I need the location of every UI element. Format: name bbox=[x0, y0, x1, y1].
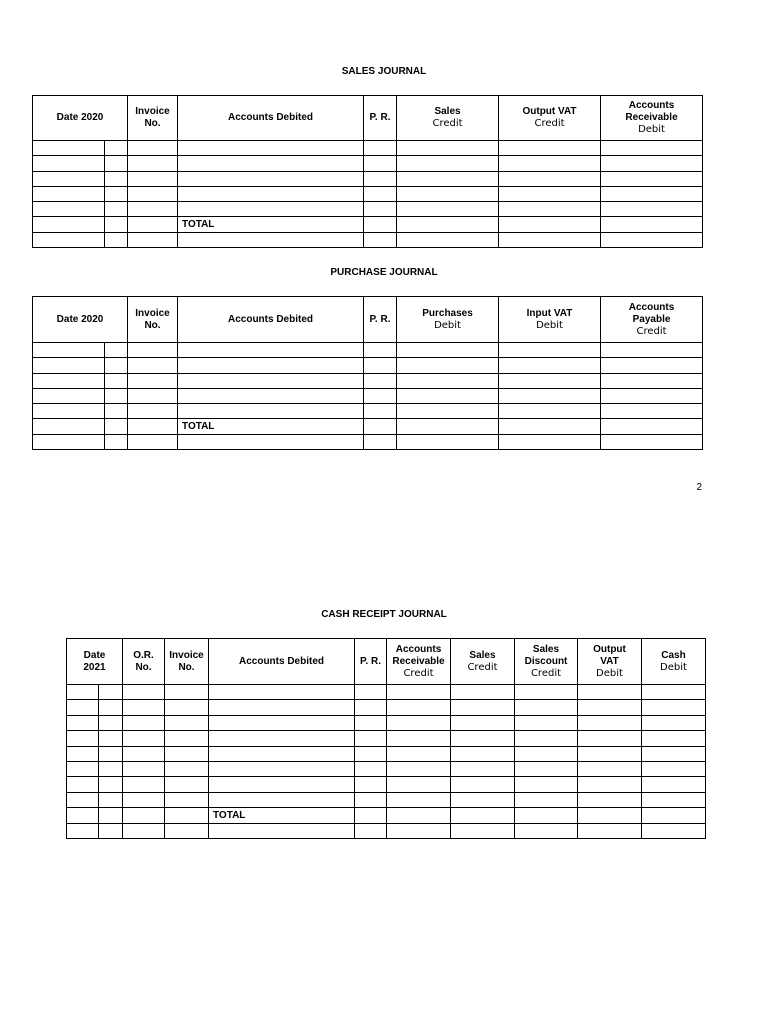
cash-table-cell[interactable] bbox=[123, 746, 165, 761]
cash-accounts-debited-header: Accounts Debited bbox=[209, 639, 355, 685]
cash-table-cell[interactable] bbox=[165, 731, 209, 746]
sales-table-cell[interactable] bbox=[601, 217, 703, 232]
cash-table-cell[interactable] bbox=[99, 700, 123, 715]
purchase-table-cell[interactable] bbox=[178, 358, 364, 373]
purchase-table-cell[interactable] bbox=[128, 419, 178, 434]
cash-table-cell[interactable] bbox=[355, 808, 387, 823]
purchase-table-cell[interactable] bbox=[601, 373, 703, 388]
purchase-table-cell[interactable] bbox=[105, 419, 128, 434]
sales-table-cell[interactable] bbox=[128, 202, 178, 217]
sales-table-cell[interactable] bbox=[499, 141, 601, 156]
cash-table-cell[interactable] bbox=[165, 823, 209, 838]
cash-table-cell[interactable] bbox=[209, 746, 355, 761]
purchase-table-cell[interactable] bbox=[499, 434, 601, 449]
purchase-table-cell[interactable] bbox=[397, 373, 499, 388]
cash-table-cell[interactable] bbox=[165, 685, 209, 700]
cash-output-vat-header: Output VAT Debit bbox=[578, 639, 642, 685]
purchase-table-cell[interactable] bbox=[601, 404, 703, 419]
cash-table-cell[interactable] bbox=[355, 685, 387, 700]
sales-table-cell[interactable] bbox=[105, 217, 128, 232]
purchase-table-cell[interactable] bbox=[364, 343, 397, 358]
cash-table-cell[interactable] bbox=[387, 731, 451, 746]
cash-sales-discount-header: Sales Discount Credit bbox=[515, 639, 578, 685]
cash-table-cell[interactable] bbox=[99, 792, 123, 807]
cash-table-cell[interactable] bbox=[355, 731, 387, 746]
cash-table-cell[interactable] bbox=[387, 700, 451, 715]
purchase-table-cell[interactable] bbox=[499, 358, 601, 373]
cash-table-cell[interactable] bbox=[515, 777, 578, 792]
cash-table-cell[interactable] bbox=[387, 746, 451, 761]
cash-table-cell[interactable] bbox=[123, 715, 165, 730]
cash-table-cell[interactable] bbox=[165, 715, 209, 730]
sales-table-row bbox=[33, 186, 703, 201]
sales-accounts-receivable-header: Accounts Receivable Debit bbox=[601, 96, 703, 141]
cash-table-cell[interactable] bbox=[387, 761, 451, 776]
cash-table-cell[interactable] bbox=[209, 792, 355, 807]
cash-table-cell[interactable] bbox=[451, 746, 515, 761]
cash-table-cell[interactable] bbox=[451, 685, 515, 700]
cash-table-cell[interactable] bbox=[451, 808, 515, 823]
sales-table-cell[interactable] bbox=[397, 217, 499, 232]
purchase-table-cell[interactable] bbox=[105, 404, 128, 419]
cash-table-cell[interactable] bbox=[515, 823, 578, 838]
cash-table-row bbox=[67, 761, 706, 776]
sales-table-cell[interactable] bbox=[105, 202, 128, 217]
sales-table-cell[interactable] bbox=[178, 141, 364, 156]
cash-table-cell[interactable] bbox=[642, 761, 706, 776]
purchase-table-cell[interactable] bbox=[364, 373, 397, 388]
sales-table-cell[interactable] bbox=[364, 217, 397, 232]
purchase-table-cell[interactable] bbox=[105, 343, 128, 358]
sales-table-cell[interactable] bbox=[178, 232, 364, 247]
cash-table-cell[interactable] bbox=[165, 792, 209, 807]
cash-table-cell[interactable] bbox=[515, 685, 578, 700]
sales-table-cell[interactable] bbox=[397, 202, 499, 217]
cash-table-row bbox=[67, 823, 706, 838]
cash-table-cell[interactable] bbox=[209, 823, 355, 838]
sales-table-cell[interactable] bbox=[33, 202, 105, 217]
sales-table-cell[interactable] bbox=[364, 202, 397, 217]
purchase-table-cell[interactable] bbox=[364, 419, 397, 434]
cash-table-row bbox=[67, 685, 706, 700]
cash-table-cell[interactable] bbox=[99, 761, 123, 776]
cash-table-row bbox=[67, 746, 706, 761]
purchase-table-cell[interactable] bbox=[499, 373, 601, 388]
purchase-table-cell[interactable] bbox=[397, 404, 499, 419]
cash-table-cell[interactable] bbox=[387, 777, 451, 792]
purchase-table-cell[interactable] bbox=[397, 388, 499, 403]
sales-table-cell[interactable] bbox=[499, 171, 601, 186]
cash-table-cell[interactable] bbox=[355, 761, 387, 776]
purchase-table-row bbox=[33, 373, 703, 388]
purchase-table-cell[interactable] bbox=[178, 373, 364, 388]
cash-table-cell[interactable] bbox=[355, 823, 387, 838]
purchase-table-cell[interactable] bbox=[178, 404, 364, 419]
cash-table-cell[interactable] bbox=[355, 715, 387, 730]
purchase-table-cell[interactable] bbox=[128, 358, 178, 373]
sales-table-cell[interactable] bbox=[105, 186, 128, 201]
purchase-table-cell[interactable] bbox=[33, 434, 105, 449]
purchase-table-cell[interactable] bbox=[178, 434, 364, 449]
cash-table-cell[interactable] bbox=[99, 823, 123, 838]
purchase-pr-header: P. R. bbox=[364, 297, 397, 343]
purchase-journal-table bbox=[32, 296, 703, 450]
sales-sales-credit-header: Sales Credit bbox=[397, 96, 499, 141]
sales-table-cell[interactable] bbox=[178, 156, 364, 171]
sales-accounts-debited-header: Accounts Debited bbox=[178, 96, 364, 141]
cash-table-cell[interactable] bbox=[387, 715, 451, 730]
cash-table-row bbox=[67, 715, 706, 730]
sales-table-cell[interactable] bbox=[128, 171, 178, 186]
cash-table-cell[interactable] bbox=[165, 700, 209, 715]
cash-table-cell[interactable] bbox=[123, 700, 165, 715]
sales-table-cell[interactable] bbox=[128, 186, 178, 201]
sales-table-cell[interactable] bbox=[364, 156, 397, 171]
cash-table-cell[interactable] bbox=[165, 746, 209, 761]
sales-table-cell[interactable] bbox=[364, 186, 397, 201]
sales-output-vat-header: Output VAT Credit bbox=[499, 96, 601, 141]
sales-table-cell[interactable] bbox=[601, 186, 703, 201]
cash-table-cell[interactable] bbox=[123, 731, 165, 746]
sales-table-cell[interactable] bbox=[397, 156, 499, 171]
sales-table-cell[interactable] bbox=[499, 202, 601, 217]
sales-table-cell[interactable] bbox=[105, 232, 128, 247]
cash-table-cell[interactable] bbox=[515, 715, 578, 730]
cash-table-cell[interactable] bbox=[67, 731, 99, 746]
purchase-table-cell[interactable] bbox=[33, 358, 105, 373]
cash-table-row bbox=[67, 700, 706, 715]
cash-table-cell[interactable] bbox=[642, 715, 706, 730]
cash-cash-debit-header: Cash Debit bbox=[642, 639, 706, 685]
purchase-table-cell[interactable] bbox=[601, 358, 703, 373]
sales-table-cell[interactable] bbox=[128, 232, 178, 247]
purchase-table-cell[interactable] bbox=[105, 358, 128, 373]
cash-table-cell[interactable] bbox=[515, 700, 578, 715]
cash-table-cell[interactable] bbox=[451, 761, 515, 776]
cash-table-cell[interactable] bbox=[67, 700, 99, 715]
purchase-table-cell[interactable] bbox=[499, 343, 601, 358]
purchase-table-cell[interactable] bbox=[105, 434, 128, 449]
cash-table-cell[interactable] bbox=[578, 746, 642, 761]
purchase-table-cell[interactable] bbox=[397, 343, 499, 358]
purchase-table-cell[interactable] bbox=[397, 358, 499, 373]
cash-table-cell[interactable] bbox=[642, 808, 706, 823]
cash-table-cell[interactable] bbox=[578, 823, 642, 838]
purchase-table-cell[interactable] bbox=[601, 419, 703, 434]
cash-table-row bbox=[67, 792, 706, 807]
sales-invoice-header: Invoice No. bbox=[128, 96, 178, 141]
purchase-table-cell[interactable] bbox=[499, 419, 601, 434]
cash-table-cell[interactable] bbox=[165, 808, 209, 823]
cash-table-cell[interactable] bbox=[123, 777, 165, 792]
purchase-table-cell[interactable] bbox=[601, 388, 703, 403]
cash-table-cell[interactable] bbox=[578, 700, 642, 715]
cash-table-cell[interactable] bbox=[99, 808, 123, 823]
cash-header-row bbox=[67, 639, 706, 685]
sales-table-cell[interactable] bbox=[364, 232, 397, 247]
page-number: 2 bbox=[696, 482, 702, 493]
cash-table-cell[interactable] bbox=[209, 685, 355, 700]
cash-table-cell[interactable] bbox=[642, 777, 706, 792]
cash-table-cell[interactable] bbox=[123, 792, 165, 807]
cash-table-cell[interactable] bbox=[67, 777, 99, 792]
purchase-purchases-debit-header: Purchases Debit bbox=[397, 297, 499, 343]
sales-table-cell[interactable] bbox=[601, 156, 703, 171]
cash-table-cell[interactable] bbox=[387, 792, 451, 807]
sales-table-cell[interactable] bbox=[178, 186, 364, 201]
cash-table-cell[interactable] bbox=[123, 761, 165, 776]
cash-total-label: TOTAL bbox=[209, 808, 355, 823]
purchase-table-cell[interactable] bbox=[178, 388, 364, 403]
cash-table-cell[interactable] bbox=[99, 731, 123, 746]
purchase-table-cell[interactable] bbox=[33, 343, 105, 358]
purchase-table-cell[interactable] bbox=[128, 434, 178, 449]
cash-table-cell[interactable] bbox=[642, 700, 706, 715]
purchase-table-cell[interactable] bbox=[33, 388, 105, 403]
cash-table-cell[interactable] bbox=[209, 715, 355, 730]
purchase-table-cell[interactable] bbox=[105, 388, 128, 403]
sales-table-cell[interactable] bbox=[601, 171, 703, 186]
sales-table-cell[interactable] bbox=[33, 217, 105, 232]
cash-table-cell[interactable] bbox=[123, 685, 165, 700]
purchase-table-row bbox=[33, 419, 703, 434]
purchase-table-cell[interactable] bbox=[499, 388, 601, 403]
cash-table-cell[interactable] bbox=[67, 792, 99, 807]
cash-table-cell[interactable] bbox=[209, 731, 355, 746]
cash-table-cell[interactable] bbox=[209, 700, 355, 715]
cash-table-cell[interactable] bbox=[578, 777, 642, 792]
sales-table-cell[interactable] bbox=[364, 141, 397, 156]
sales-date-header: Date 2020 bbox=[33, 96, 128, 141]
cash-sales-credit-header: Sales Credit bbox=[451, 639, 515, 685]
cash-table-cell[interactable] bbox=[515, 761, 578, 776]
cash-table-cell[interactable] bbox=[165, 777, 209, 792]
cash-table-cell[interactable] bbox=[67, 715, 99, 730]
purchase-journal-title: PURCHASE JOURNAL bbox=[330, 267, 438, 278]
cash-table-cell[interactable] bbox=[642, 746, 706, 761]
purchase-table-cell[interactable] bbox=[364, 404, 397, 419]
purchase-table-row bbox=[33, 404, 703, 419]
cash-table-cell[interactable] bbox=[123, 823, 165, 838]
purchase-table-cell[interactable] bbox=[178, 343, 364, 358]
cash-table-row bbox=[67, 731, 706, 746]
purchase-table-cell[interactable] bbox=[33, 404, 105, 419]
cash-or-no-header: O.R. No. bbox=[123, 639, 165, 685]
cash-table-cell[interactable] bbox=[451, 777, 515, 792]
purchase-header-row bbox=[33, 297, 703, 343]
cash-table-cell[interactable] bbox=[578, 715, 642, 730]
cash-table-cell[interactable] bbox=[578, 685, 642, 700]
sales-table-cell[interactable] bbox=[105, 171, 128, 186]
cash-table-cell[interactable] bbox=[99, 777, 123, 792]
purchase-table-cell[interactable] bbox=[601, 343, 703, 358]
purchase-table-row bbox=[33, 434, 703, 449]
sales-table-row bbox=[33, 141, 703, 156]
purchase-invoice-header: Invoice No. bbox=[128, 297, 178, 343]
cash-table-cell[interactable] bbox=[642, 823, 706, 838]
sales-table-cell[interactable] bbox=[178, 202, 364, 217]
purchase-table-cell[interactable] bbox=[128, 373, 178, 388]
cash-table-cell[interactable] bbox=[515, 792, 578, 807]
cash-table-cell[interactable] bbox=[387, 808, 451, 823]
purchase-table-row bbox=[33, 343, 703, 358]
cash-table-cell[interactable] bbox=[515, 746, 578, 761]
cash-table-cell[interactable] bbox=[642, 685, 706, 700]
purchase-total-label: TOTAL bbox=[178, 419, 364, 434]
cash-accounts-receivable-header: Accounts Receivable Credit bbox=[387, 639, 451, 685]
sales-table-cell[interactable] bbox=[33, 141, 105, 156]
sales-table-cell[interactable] bbox=[397, 141, 499, 156]
cash-receipt-journal-title: CASH RECEIPT JOURNAL bbox=[321, 609, 447, 620]
cash-table-row bbox=[67, 777, 706, 792]
cash-table-cell[interactable] bbox=[99, 685, 123, 700]
sales-table-row bbox=[33, 217, 703, 232]
cash-table-row bbox=[67, 808, 706, 823]
cash-table-cell[interactable] bbox=[165, 761, 209, 776]
sales-table-row bbox=[33, 202, 703, 217]
cash-receipt-journal-table bbox=[66, 638, 706, 839]
cash-table-cell[interactable] bbox=[67, 823, 99, 838]
cash-table-cell[interactable] bbox=[451, 700, 515, 715]
purchase-table-row bbox=[33, 358, 703, 373]
cash-table-cell[interactable] bbox=[209, 761, 355, 776]
cash-table-cell[interactable] bbox=[99, 715, 123, 730]
sales-table-cell[interactable] bbox=[33, 171, 105, 186]
cash-table-cell[interactable] bbox=[355, 700, 387, 715]
cash-table-cell[interactable] bbox=[355, 777, 387, 792]
purchase-accounts-payable-header: Accounts Payable Credit bbox=[601, 297, 703, 343]
purchase-table-cell[interactable] bbox=[364, 388, 397, 403]
cash-table-cell[interactable] bbox=[578, 731, 642, 746]
purchase-table-cell[interactable] bbox=[33, 373, 105, 388]
cash-table-cell[interactable] bbox=[642, 731, 706, 746]
cash-table-cell[interactable] bbox=[515, 731, 578, 746]
cash-table-cell[interactable] bbox=[387, 823, 451, 838]
sales-table-cell[interactable] bbox=[601, 141, 703, 156]
purchase-table-cell[interactable] bbox=[105, 373, 128, 388]
cash-invoice-header: Invoice No. bbox=[165, 639, 209, 685]
cash-table-cell[interactable] bbox=[67, 685, 99, 700]
sales-table-cell[interactable] bbox=[499, 232, 601, 247]
cash-pr-header: P. R. bbox=[355, 639, 387, 685]
sales-table-cell[interactable] bbox=[499, 156, 601, 171]
sales-table-row bbox=[33, 232, 703, 247]
purchase-table-cell[interactable] bbox=[364, 358, 397, 373]
sales-pr-header: P. R. bbox=[364, 96, 397, 141]
sales-table-cell[interactable] bbox=[397, 186, 499, 201]
sales-table-cell[interactable] bbox=[33, 156, 105, 171]
cash-date-header: Date 2021 bbox=[67, 639, 123, 685]
sales-total-label: TOTAL bbox=[178, 217, 364, 232]
cash-table-cell[interactable] bbox=[355, 746, 387, 761]
purchase-table-row bbox=[33, 388, 703, 403]
cash-table-cell[interactable] bbox=[515, 808, 578, 823]
cash-table-cell[interactable] bbox=[99, 746, 123, 761]
sales-table-row bbox=[33, 156, 703, 171]
cash-table-cell[interactable] bbox=[123, 808, 165, 823]
sales-table-cell[interactable] bbox=[397, 232, 499, 247]
cash-table-cell[interactable] bbox=[451, 715, 515, 730]
purchase-input-vat-header: Input VAT Debit bbox=[499, 297, 601, 343]
sales-journal-table bbox=[32, 95, 703, 248]
purchase-table-cell[interactable] bbox=[128, 343, 178, 358]
sales-table-cell[interactable] bbox=[105, 156, 128, 171]
sales-table-cell[interactable] bbox=[178, 171, 364, 186]
sales-table-cell[interactable] bbox=[364, 171, 397, 186]
cash-table-cell[interactable] bbox=[67, 808, 99, 823]
sales-table-cell[interactable] bbox=[33, 186, 105, 201]
purchase-date-header: Date 2020 bbox=[33, 297, 128, 343]
cash-table-cell[interactable] bbox=[642, 792, 706, 807]
cash-table-cell[interactable] bbox=[355, 792, 387, 807]
purchase-table-cell[interactable] bbox=[364, 434, 397, 449]
purchase-table-cell[interactable] bbox=[33, 419, 105, 434]
sales-journal-title: SALES JOURNAL bbox=[341, 66, 427, 77]
cash-table-cell[interactable] bbox=[578, 808, 642, 823]
sales-table-cell[interactable] bbox=[33, 232, 105, 247]
cash-table-cell[interactable] bbox=[451, 731, 515, 746]
cash-table-cell[interactable] bbox=[67, 761, 99, 776]
purchase-accounts-debited-header: Accounts Debited bbox=[178, 297, 364, 343]
sales-table-cell[interactable] bbox=[128, 156, 178, 171]
sales-table-cell[interactable] bbox=[128, 141, 178, 156]
cash-table-cell[interactable] bbox=[578, 761, 642, 776]
sales-header-row bbox=[33, 96, 703, 141]
cash-table-cell[interactable] bbox=[67, 746, 99, 761]
sales-table-cell[interactable] bbox=[499, 217, 601, 232]
sales-table-cell[interactable] bbox=[601, 232, 703, 247]
purchase-table-cell[interactable] bbox=[397, 434, 499, 449]
cash-table-cell[interactable] bbox=[451, 823, 515, 838]
purchase-table-cell[interactable] bbox=[128, 388, 178, 403]
sales-table-cell[interactable] bbox=[397, 171, 499, 186]
purchase-table-cell[interactable] bbox=[397, 419, 499, 434]
purchase-table-cell[interactable] bbox=[499, 404, 601, 419]
purchase-table-cell[interactable] bbox=[128, 404, 178, 419]
cash-table-cell[interactable] bbox=[209, 777, 355, 792]
sales-table-cell[interactable] bbox=[128, 217, 178, 232]
sales-table-cell[interactable] bbox=[105, 141, 128, 156]
cash-table-cell[interactable] bbox=[451, 792, 515, 807]
sales-table-row bbox=[33, 171, 703, 186]
cash-table-cell[interactable] bbox=[578, 792, 642, 807]
cash-table-cell[interactable] bbox=[387, 685, 451, 700]
sales-table-cell[interactable] bbox=[499, 186, 601, 201]
sales-table-cell[interactable] bbox=[601, 202, 703, 217]
purchase-table-cell[interactable] bbox=[601, 434, 703, 449]
